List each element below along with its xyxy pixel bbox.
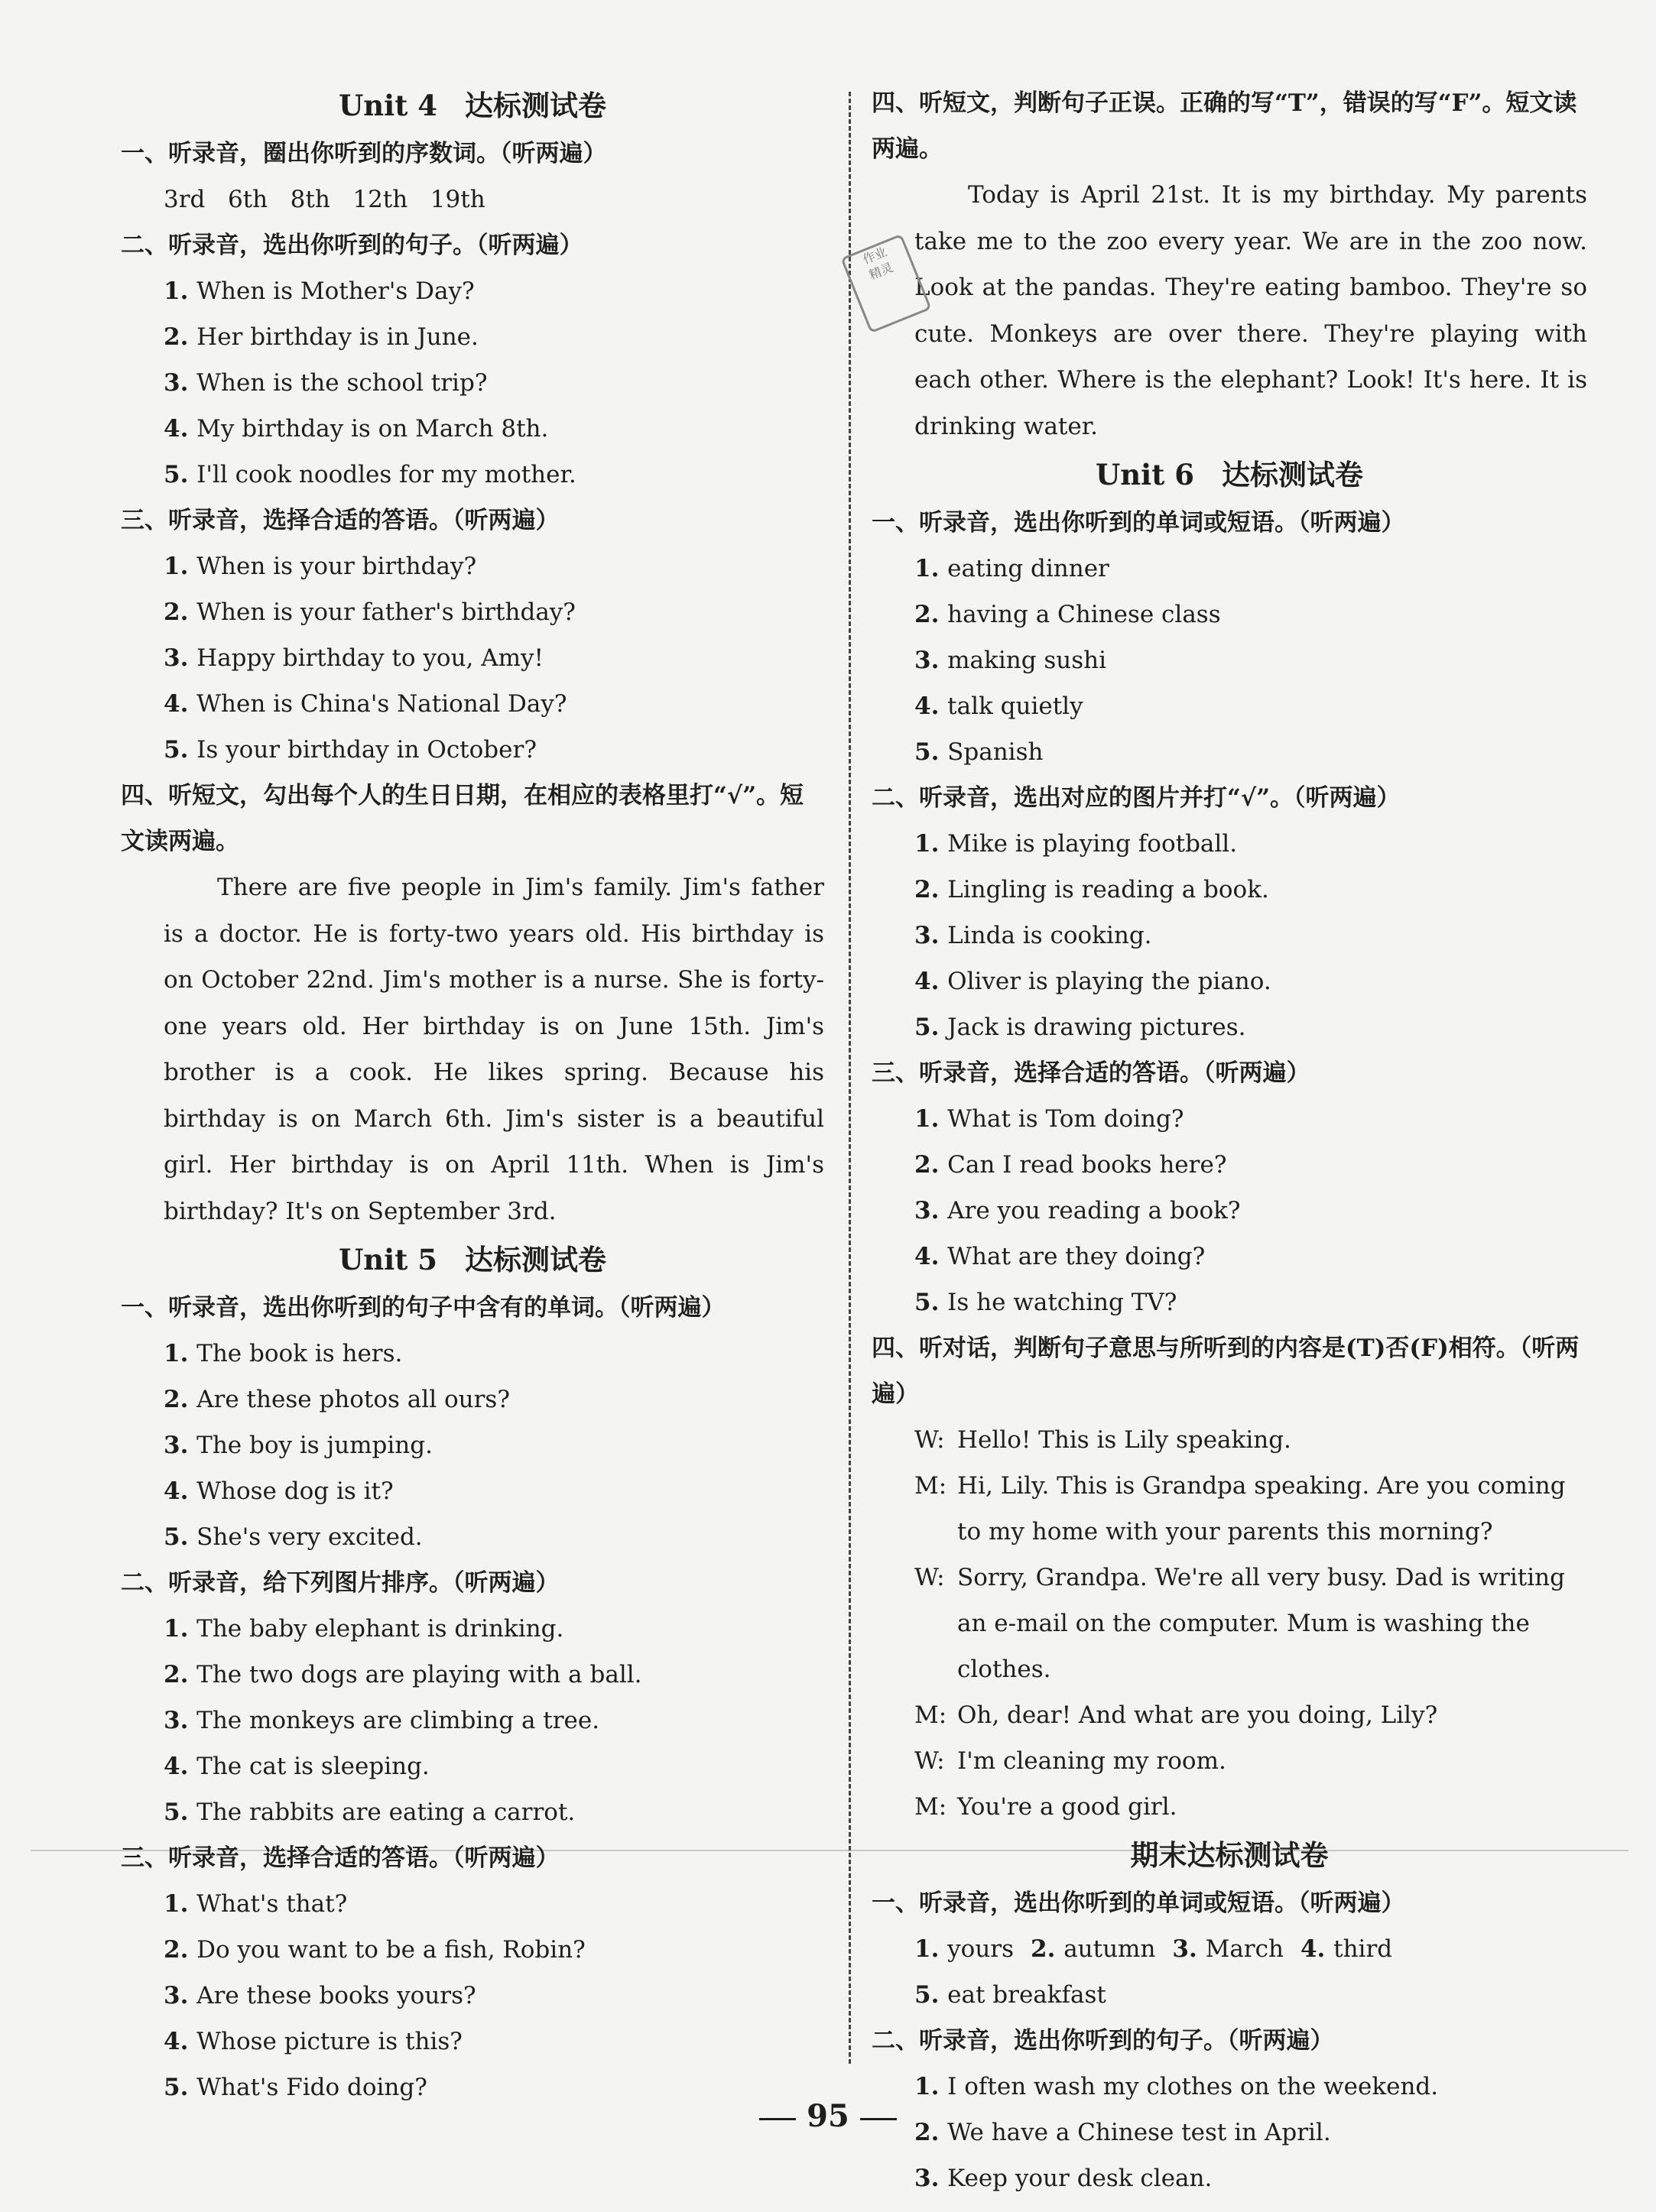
watermark-stamp: 作业 精灵 xyxy=(840,234,931,333)
column-divider xyxy=(849,92,851,2064)
list-item: 1. The baby elephant is drinking. xyxy=(164,1615,564,1643)
list-item: 4. My birthday is on March 8th. xyxy=(164,415,549,443)
list-item: 4. What are they doing? xyxy=(914,1243,1206,1270)
list-item: 1. When is Mother's Day? xyxy=(164,277,475,305)
u5-section-3: 三、听录音，选择合适的答语。（听两遍） xyxy=(121,1844,560,1872)
u4-section-1: 一、听录音，圈出你听到的序数词。（听两遍） xyxy=(121,140,607,167)
dialog-line: M: Oh, dear! And what are you doing, Lily? xyxy=(914,1701,1438,1729)
dialog-line: W: Sorry, Grandpa. We're all very busy. Dad is writing an e-mail on the computer. Mum is washing the clothes. xyxy=(914,1564,1565,1683)
list-item: 2. We have a Chinese test in April. xyxy=(914,2119,1331,2146)
list-item: 3. When is the school trip? xyxy=(164,369,488,397)
list-item: 3. Keep your desk clean. xyxy=(914,2165,1213,2192)
list-item: 5. Is he watching TV? xyxy=(914,1289,1177,1316)
u6-section-1-list xyxy=(872,546,1587,775)
list-item: 2. When is your father's birthday? xyxy=(164,598,576,626)
list-item: 5. Spanish xyxy=(914,738,1044,766)
right-column xyxy=(872,80,1587,2201)
u4-section-4: 四、听短文，勾出每个人的生日日期，在相应的表格里打“√”。短文读两遍。 xyxy=(121,782,804,855)
list-item: 1. When is your birthday? xyxy=(164,553,477,580)
left-column xyxy=(121,80,824,2110)
u5-section-1: 一、听录音，选出你听到的句子中含有的单词。（听两遍） xyxy=(121,1294,726,1322)
u6-section-2: 二、听录音，选出对应的图片并打“√”。（听两遍） xyxy=(872,784,1401,812)
u6-section-3: 三、听录音，选择合适的答语。（听两遍） xyxy=(872,1059,1310,1087)
list-item: 4. The cat is sleeping. xyxy=(164,1753,430,1780)
list-item: 2. The two dogs are playing with a ball. xyxy=(164,1661,642,1688)
u4-section-3-list xyxy=(121,543,824,773)
list-item: 1. What's that? xyxy=(164,1890,348,1918)
u4-passage: There are five people in Jim's family. Jim's father is a doctor. He is forty-two years old. His birthday is on October 22nd. Jim's mother is a nurse. She is forty-one years old. Her birthday is on June 15th. Jim's brother is a cook. He likes spring. Because his birthday is on March 6th. Jim's sister is a beautiful girl. Her birthday is on April 11th. When is Jim's birthday? It's on September 3rd. xyxy=(164,874,824,1225)
u5-section-4: 四、听短文，判断句子正误。正确的写“T”，错误的写“F”。短文读两遍。 xyxy=(872,89,1577,163)
list-item: 3. The monkeys are climbing a tree. xyxy=(164,1707,600,1734)
final-section-1: 一、听录音，选出你听到的单词或短语。（听两遍） xyxy=(872,1889,1405,1917)
unit4-title: Unit 4 达标测试卷 xyxy=(339,89,606,122)
final-section-2: 二、听录音，选出你听到的句子。（听两遍） xyxy=(872,2027,1334,2055)
list-item: 1. eating dinner xyxy=(914,555,1109,582)
dialog-line: W: Hello! This is Lily speaking. xyxy=(914,1426,1291,1454)
list-item: 5. She's very excited. xyxy=(164,1523,423,1551)
list-item: 4. Whose dog is it? xyxy=(164,1477,394,1505)
u5-passage: Today is April 21st. It is my birthday. My parents take me to the zoo every year. We are in the zoo now. Look at the pandas. They're eating bamboo. They're so cute. Monkeys are over there. They're playing with each other. Where is the elephant? Look! It's here. It is drinking water. xyxy=(914,181,1587,440)
list-item: 4. talk quietly xyxy=(914,692,1083,720)
list-item: 1. What is Tom doing? xyxy=(914,1105,1184,1133)
final-section-1-line2: 5. eat breakfast xyxy=(914,1981,1106,2009)
u6-section-3-list xyxy=(872,1096,1587,1325)
list-item: 4. Oliver is playing the piano. xyxy=(914,968,1271,995)
list-item: 1. Mike is playing football. xyxy=(914,830,1238,858)
unit6-title: Unit 6 达标测试卷 xyxy=(1096,458,1363,491)
list-item: 1. The book is hers. xyxy=(164,1340,403,1367)
final-section-1-line1: 1. yours 2. autumn 3. March 4. third xyxy=(914,1935,1393,1963)
u4-section-2: 二、听录音，选出你听到的句子。（听两遍） xyxy=(121,232,583,259)
u4-ordinals: 3rd 6th 8th 12th 19th xyxy=(164,186,485,213)
list-item: 1. I often wash my clothes on the weekend. xyxy=(914,2073,1439,2100)
list-item: 4. When is China's National Day? xyxy=(164,690,567,718)
dialog-line: M: Hi, Lily. This is Grandpa speaking. Are you coming to my home with your parents this morning? xyxy=(914,1472,1566,1545)
u6-section-4: 四、听对话，判断句子意思与所听到的内容是(T)否(F)相符。（听两遍） xyxy=(872,1335,1580,1408)
u5-section-1-list xyxy=(121,1331,824,1560)
list-item: 3. Are you reading a book? xyxy=(914,1197,1241,1224)
list-item: 2. having a Chinese class xyxy=(914,601,1221,628)
list-item: 2. Do you want to be a fish, Robin? xyxy=(164,1936,586,1964)
list-item: 5. What's Fido doing? xyxy=(164,2074,427,2101)
u6-dialog xyxy=(872,1417,1587,1830)
u5-section-2: 二、听录音，给下列图片排序。（听两遍） xyxy=(121,1569,560,1597)
u5-section-2-list xyxy=(121,1606,824,1835)
list-item: 2. Are these photos all ours? xyxy=(164,1386,510,1413)
list-item: 5. I'll cook noodles for my mother. xyxy=(164,461,576,488)
u5-section-3-list xyxy=(121,1881,824,2110)
final-title: 期末达标测试卷 xyxy=(1130,1838,1329,1872)
list-item: 5. Is your birthday in October? xyxy=(164,736,537,764)
list-item: 4. Whose picture is this? xyxy=(164,2028,463,2055)
list-item: 5. The rabbits are eating a carrot. xyxy=(164,1798,576,1826)
list-item: 3. making sushi xyxy=(914,647,1107,674)
list-item: 2. Her birthday is in June. xyxy=(164,323,479,351)
u6-section-1: 一、听录音，选出你听到的单词或短语。（听两遍） xyxy=(872,509,1405,537)
u4-section-2-list xyxy=(121,268,824,498)
dialog-line: W: I'm cleaning my room. xyxy=(914,1747,1226,1775)
list-item: 3. Are these books yours? xyxy=(164,1982,476,2009)
list-item: 3. Linda is cooking. xyxy=(914,922,1152,949)
u6-section-2-list xyxy=(872,821,1587,1050)
list-item: 2. Lingling is reading a book. xyxy=(914,876,1269,903)
list-item: 3. The boy is jumping. xyxy=(164,1432,433,1459)
page-number: 95 xyxy=(0,2098,1656,2134)
unit5-title: Unit 5 达标测试卷 xyxy=(339,1243,606,1276)
dialog-line: M: You're a good girl. xyxy=(914,1793,1177,1821)
u4-section-3: 三、听录音，选择合适的答语。（听两遍） xyxy=(121,507,560,534)
list-item: 3. Happy birthday to you, Amy! xyxy=(164,644,544,672)
list-item: 5. Jack is drawing pictures. xyxy=(914,1014,1246,1041)
list-item: 2. Can I read books here? xyxy=(914,1151,1227,1179)
